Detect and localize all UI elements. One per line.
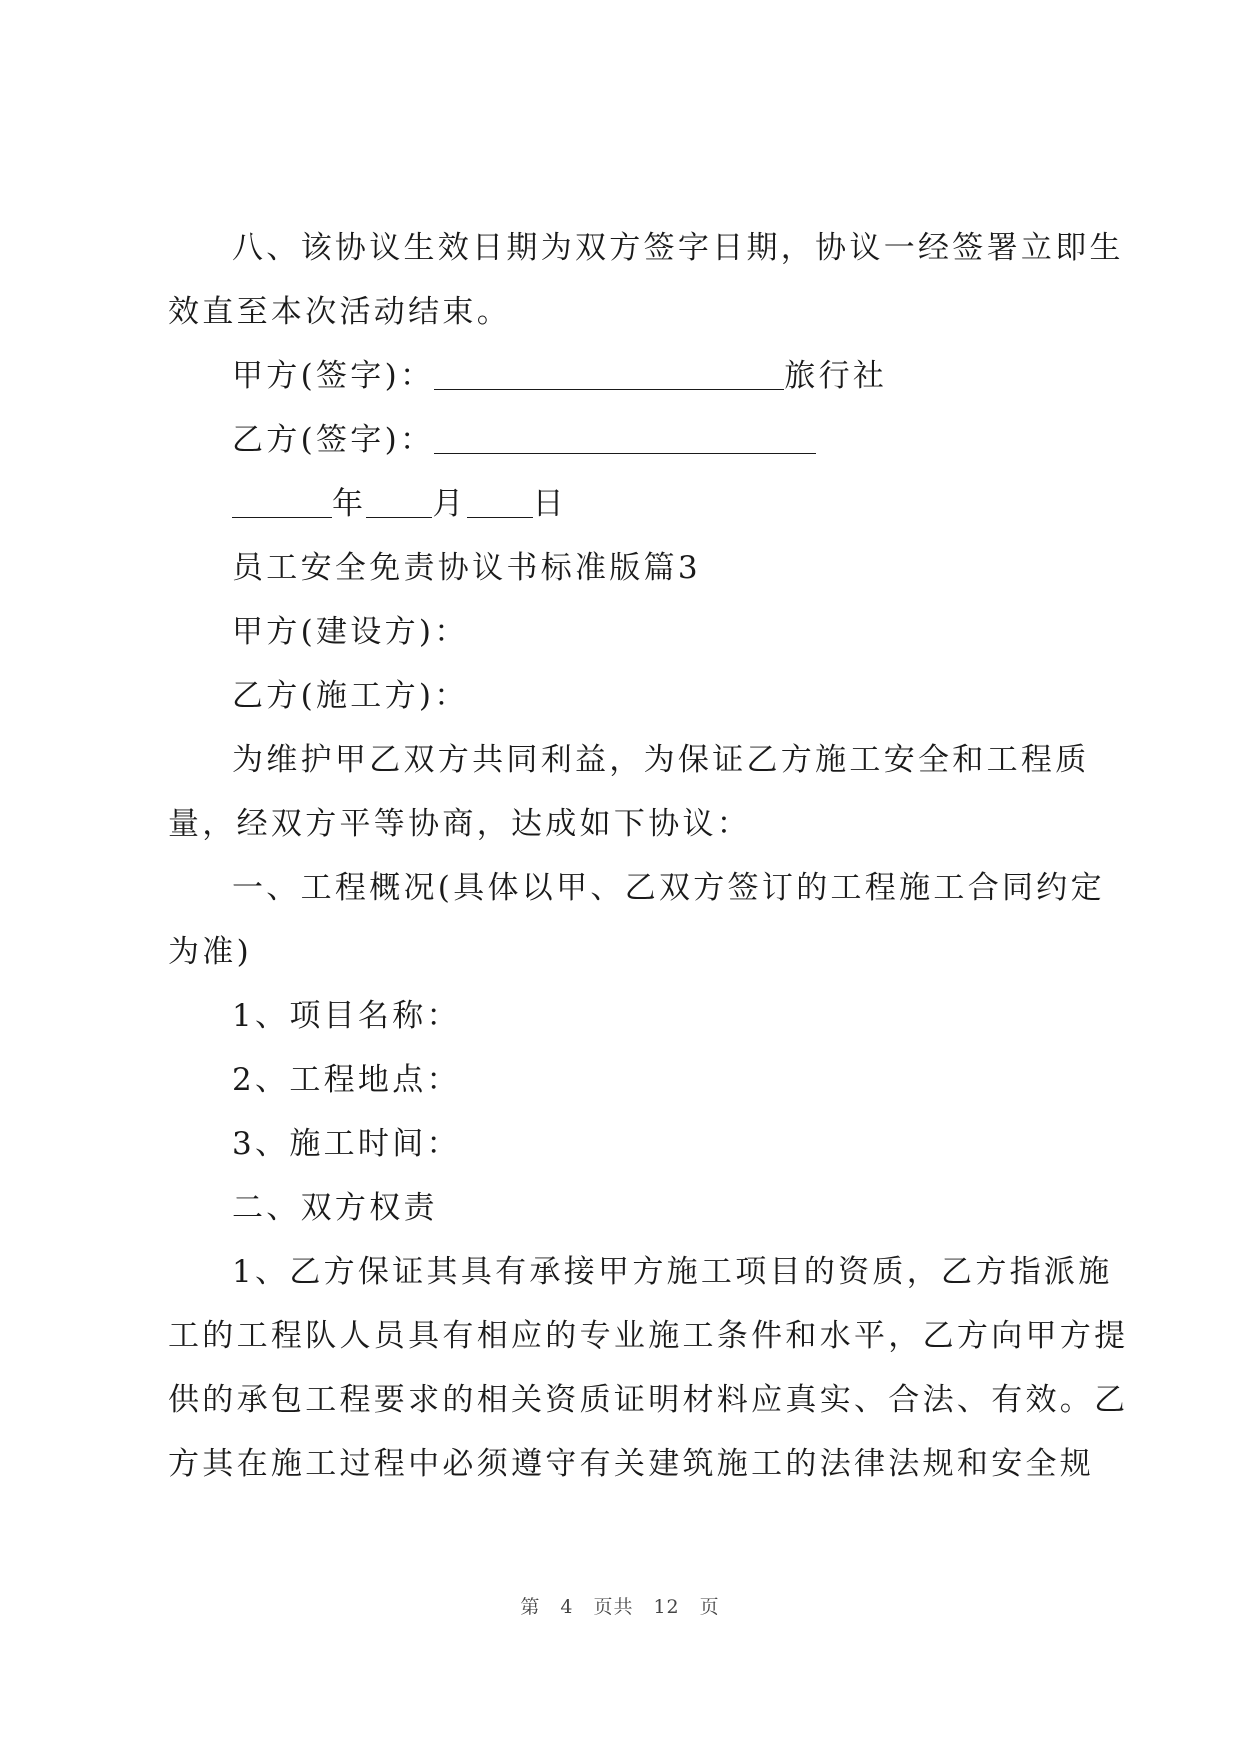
day-label: 日 bbox=[532, 486, 567, 522]
footer-total-pages: 12 bbox=[653, 1596, 680, 1618]
party-a-line: 甲方(建设方)： bbox=[232, 614, 469, 650]
paragraph-line: 八、该协议生效日期为双方签字日期，协议一经签署立即生 bbox=[232, 230, 1124, 266]
list-item: 2、工程地点： bbox=[232, 1062, 461, 1098]
year-blank bbox=[232, 487, 332, 518]
clause-heading: 二、双方权责 bbox=[232, 1190, 438, 1226]
list-item: 1、项目名称： bbox=[232, 998, 461, 1034]
party-b-signature-label: 乙方(签字)： bbox=[232, 422, 435, 458]
paragraph-line: 1、乙方保证其具有承接甲方施工项目的资质，乙方指派施 bbox=[232, 1254, 1113, 1290]
party-a-signature-line bbox=[232, 356, 887, 396]
paragraph-line: 量，经双方平等协商，达成如下协议： bbox=[168, 806, 752, 842]
paragraph-line: 工的工程队人员具有相应的专业施工条件和水平，乙方向甲方提 bbox=[168, 1318, 1129, 1354]
clause-heading: 一、工程概况(具体以甲、乙双方签订的工程施工合同约定 bbox=[232, 870, 1105, 906]
party-a-suffix: 旅行社 bbox=[784, 358, 888, 394]
year-label: 年 bbox=[332, 486, 367, 522]
paragraph-line: 为准) bbox=[168, 934, 252, 970]
list-item: 3、施工时间： bbox=[232, 1126, 461, 1162]
paragraph-line: 效直至本次活动结束。 bbox=[168, 294, 511, 330]
party-b-signature-line bbox=[232, 420, 816, 460]
paragraph-line: 供的承包工程要求的相关资质证明材料应真实、合法、有效。乙 bbox=[168, 1382, 1129, 1418]
page-footer bbox=[0, 1592, 1240, 1619]
section-title: 员工安全免责协议书标准版篇3 bbox=[232, 550, 701, 586]
party-b-line: 乙方(施工方)： bbox=[232, 678, 469, 714]
footer-suffix: 页 bbox=[699, 1596, 720, 1618]
day-blank bbox=[467, 487, 533, 518]
footer-prefix: 第 bbox=[520, 1596, 541, 1618]
footer-middle: 页共 bbox=[593, 1596, 634, 1618]
month-label: 月 bbox=[432, 486, 467, 522]
paragraph-line: 方其在施工过程中必须遵守有关建筑施工的法律法规和安全规 bbox=[168, 1446, 1095, 1482]
date-line bbox=[232, 484, 567, 524]
paragraph-line: 为维护甲乙双方共同利益，为保证乙方施工安全和工程质 bbox=[232, 742, 1090, 778]
party-b-signature-blank bbox=[434, 423, 816, 454]
month-blank bbox=[366, 487, 432, 518]
footer-current-page: 4 bbox=[560, 1596, 574, 1618]
party-a-signature-blank bbox=[434, 359, 784, 390]
party-a-signature-label: 甲方(签字)： bbox=[232, 358, 435, 394]
